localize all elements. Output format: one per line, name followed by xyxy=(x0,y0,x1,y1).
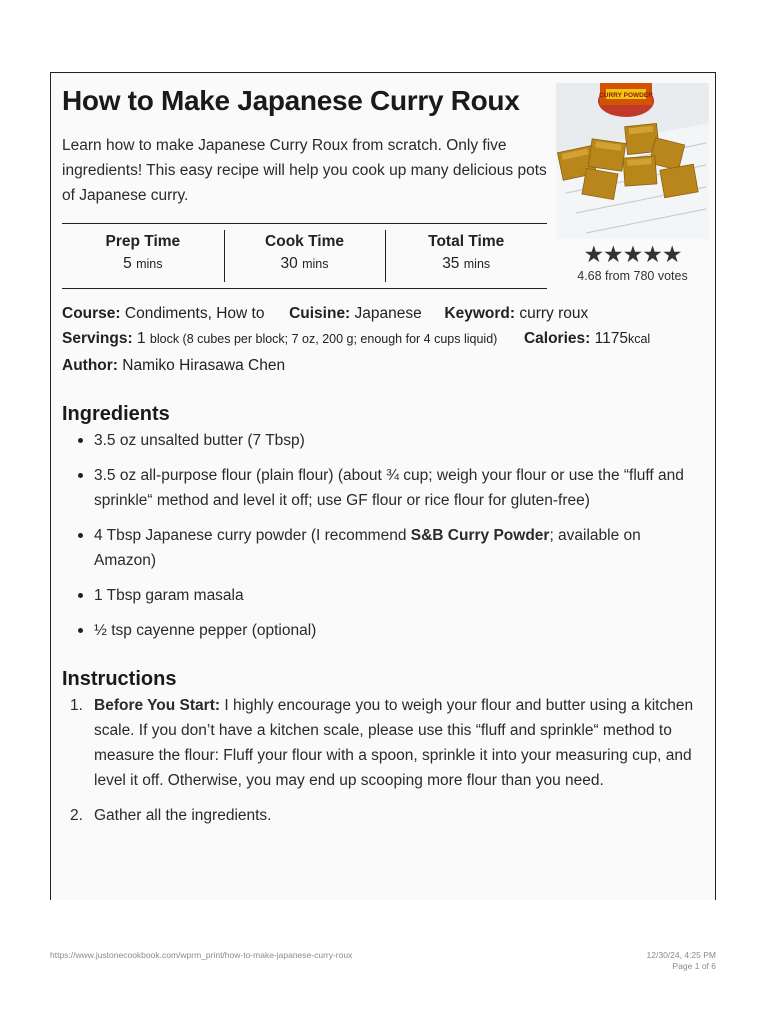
author-label: Author: xyxy=(62,357,118,374)
meta-row-servings xyxy=(62,330,650,348)
print-date: 12/30/24, 4:25 PM xyxy=(646,950,716,960)
ingredient-item: 3.5 oz unsalted butter (7 Tbsp) xyxy=(94,428,704,453)
calories-unit: kcal xyxy=(627,332,651,346)
ingredient-item: 1 Tbsp garam masala xyxy=(94,583,704,608)
keyword-value: curry roux xyxy=(519,305,589,322)
jar-label: CURRY POWDER xyxy=(599,92,653,99)
recipe-rating[interactable] xyxy=(556,241,709,283)
recipe-summary: Learn how to make Japanese Curry Roux from scratch. Only five ingredients! This easy recipe will help you cook up many delicious pots of Japanese curry. xyxy=(62,137,547,204)
time-label: Prep Time xyxy=(105,233,181,250)
cuisine-label: Cuisine: xyxy=(289,305,351,322)
curry-powder-link[interactable]: S&B Curry Powder xyxy=(410,527,550,544)
instruction-step xyxy=(70,803,706,828)
step-lead: Before You Start: xyxy=(94,697,221,714)
author-value: Namiko Hirasawa Chen xyxy=(122,357,286,374)
time-value: 30 mins xyxy=(280,255,329,272)
step-text: Gather all the ingredients. xyxy=(94,807,272,824)
total-time xyxy=(385,224,547,288)
calories-label: Calories: xyxy=(523,330,591,347)
ingredients-list xyxy=(94,428,704,653)
meta-row-author xyxy=(62,357,285,375)
ingredient-item: ½ tsp cayenne pepper (optional) xyxy=(94,618,704,643)
keyword-label: Keyword: xyxy=(444,305,516,322)
course-label: Course: xyxy=(62,305,121,322)
time-value: 5 mins xyxy=(123,255,163,272)
ingredient-item: 3.5 oz all-purpose flour (plain flour) (about ¾ cup; weigh your flour or use the “fluff and sprinkle“ method and level it off; use GF flour or rice flour for gluten-free) xyxy=(94,463,704,513)
curry-roux-image xyxy=(556,83,709,239)
recipe-times xyxy=(62,223,547,289)
star-rating-icon[interactable]: ★★★★★ xyxy=(583,241,682,267)
time-value: 35 mins xyxy=(442,255,491,272)
instructions-list xyxy=(70,693,706,838)
page-number: Page 1 of 6 xyxy=(672,961,716,971)
calories-value: 1175 xyxy=(594,330,628,347)
meta-row-course xyxy=(62,305,588,323)
recipe-card xyxy=(50,72,716,900)
footer-url: https://www.justonecookbook.com/wprm_print/how-to-make-japanese-curry-roux xyxy=(50,950,353,960)
ingredient-item: 4 Tbsp Japanese curry powder (I recommend S&B Curry Powder; available on Amazon) xyxy=(94,523,704,573)
rating-text: 4.68 from 780 votes xyxy=(577,269,688,283)
servings-value[interactable]: 1 xyxy=(136,330,146,347)
time-label: Total Time xyxy=(428,233,505,250)
step-number: 1. xyxy=(70,697,83,714)
instructions-heading: Instructions xyxy=(62,668,177,690)
step-number: 2. xyxy=(70,807,83,824)
cuisine-value: Japanese xyxy=(354,305,422,322)
servings-label: Servings: xyxy=(62,330,133,347)
prep-time xyxy=(62,224,224,288)
servings-unit: block (8 cubes per block; 7 oz, 200 g; enough for 4 cups liquid) xyxy=(149,332,498,346)
recipe-title: How to Make Japanese Curry Roux xyxy=(62,85,520,116)
recipe-photo xyxy=(556,83,709,239)
course-value: Condiments, How to xyxy=(124,305,265,322)
time-label: Cook Time xyxy=(265,233,344,250)
footer-info xyxy=(647,950,716,972)
cook-time xyxy=(224,224,386,288)
ingredients-heading: Ingredients xyxy=(62,403,170,425)
instruction-step xyxy=(70,693,706,793)
step-text: I highly encourage you to weigh your flour and butter using a kitchen scale. If you don’t have a kitchen scale, please use this “fluff and sprinkle“ method to measure the flour: Fluff your flour with a spoon, sprinkle it into your measuring cup, and level it off. Otherwise, you may end up scooping more flour than you need. xyxy=(94,697,694,789)
